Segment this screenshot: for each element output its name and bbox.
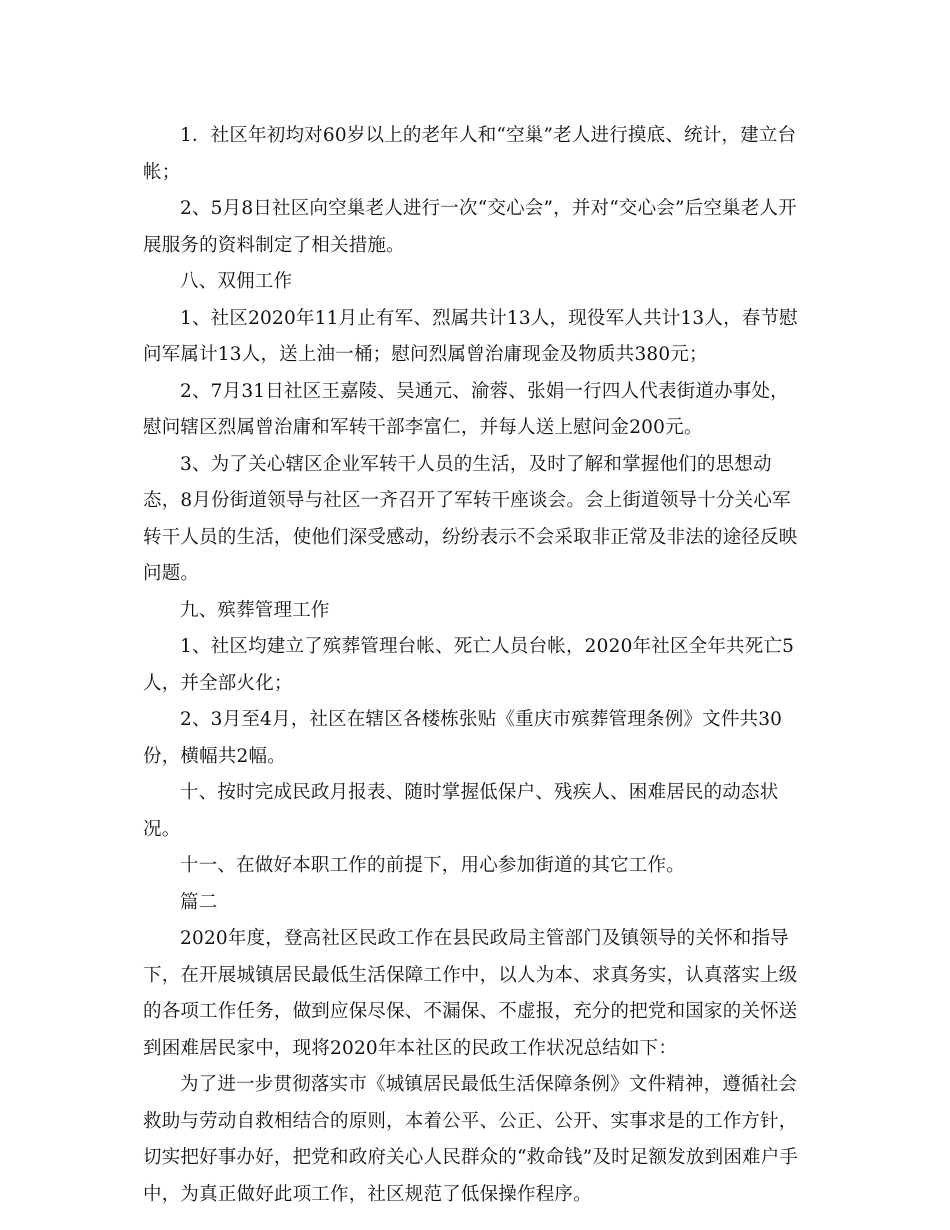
paragraph-july-visit: 2、7月31日社区王嘉陵、吴通元、渝蓉、张娟一行四人代表街道办事处，慰问辖区烈属曾治庸和军转干部李富仁，并每人送上慰问金200元。 (143, 380, 789, 438)
paragraph-funeral-ledger: 1、社区均建立了殡葬管理台帐、死亡人员台帐，2020年社区全年共死亡5人，并全部火化； (143, 636, 795, 694)
section-heading-other-work: 十一、在做好本职工作的前提下，用心参加街道的其它工作。 (180, 855, 685, 876)
paragraph-funeral-regulations: 2、3月至4月，社区在辖区各楼栋张贴《重庆市殡葬管理条例》文件共30份，横幅共2幅。 (143, 709, 783, 767)
paragraph-heart-talk-meeting: 2、5月8日社区向空巢老人进行一次“交心会”，并对“交心会”后空巢老人开展服务的资料制定了相关措施。 (143, 198, 797, 256)
paragraph-military-families: 1、社区2020年11月止有军、烈属共计13人，现役军人共计13人，春节慰问军属计13人，送上油一桶；慰问烈属曾治庸现金及物质共380元； (143, 307, 798, 365)
section-heading-monthly-reports: 十、按时完成民政月报表、随时掌握低保户、残疾人、困难居民的动态状况。 (143, 782, 779, 840)
paragraph-annual-summary: 2020年度，登高社区民政工作在县民政局主管部门及镇领导的关怀和指导下，在开展城镇居民最低生活保障工作中，以人为本、求真务实，认真落实上级的各项工作任务，做到应保尽保、不漏保、不虚报，充分的把党和国家的关怀送到困难居民家中，现将2020年本社区的民政工作状况总结如下： (143, 928, 798, 1059)
paragraph-minimum-living-security: 为了进一步贯彻落实市《城镇居民最低生活保障条例》文件精神，遵循社会救助与劳动自救相结合的原则，本着公平、公正、公开、实事求是的工作方针，切实把好事办好，把党和政府关心人民群众的“救命钱”及时足额发放到困难户手中，为真正做好此项工作，社区规范了低保操作程序。 (143, 1074, 799, 1205)
paragraph-veteran-forum: 3、为了关心辖区企业军转干人员的生活，及时了解和掌握他们的思想动态，8月份街道领导与社区一齐召开了军转干座谈会。会上街道领导十分关心军转干人员的生活，使他们深受感动，纷纷表示不会采取非正常及非法的途径反映问题。 (143, 453, 798, 584)
document-body (143, 118, 805, 1213)
section-heading-funeral-management: 九、殡葬管理工作 (180, 599, 330, 621)
paragraph-elderly-survey: 1．社区年初均对60岁以上的老年人和“空巢”老人进行摸底、统计，建立台帐； (143, 125, 797, 183)
section-heading-military-support: 八、双佣工作 (180, 271, 293, 292)
section-heading-part-two: 篇二 (180, 891, 218, 913)
